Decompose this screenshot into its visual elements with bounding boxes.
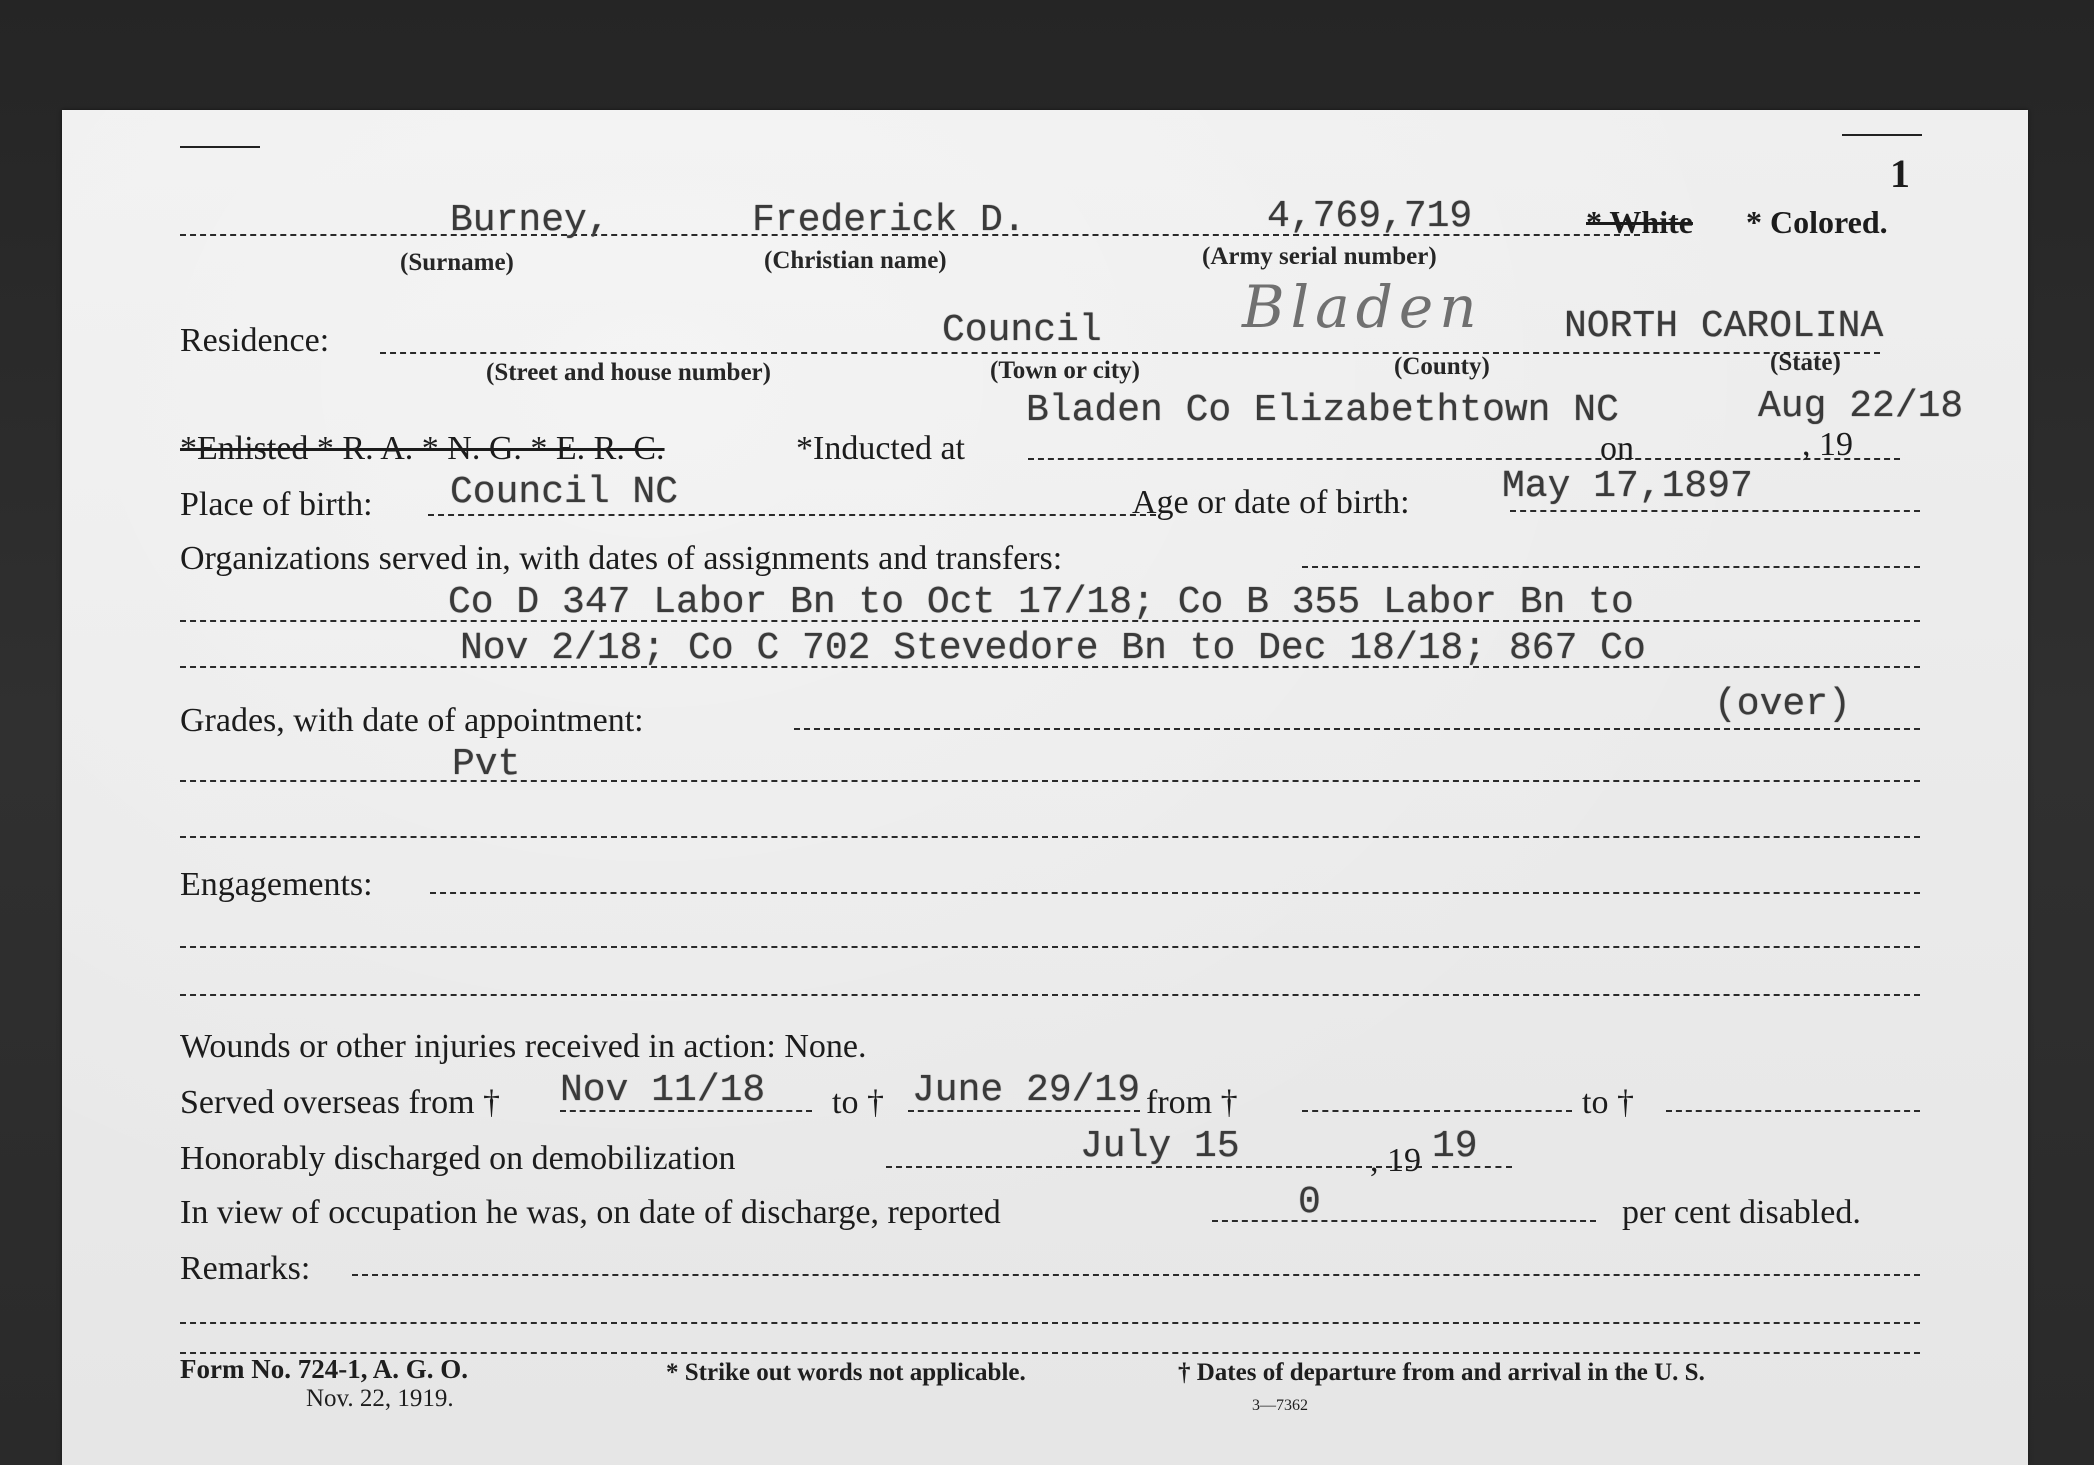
- age-line: [1510, 510, 1920, 512]
- organizations-value-1: Co D 347 Labor Bn to Oct 17/18; Co B 355 Labor Bn to: [448, 581, 1634, 624]
- year-prefix: , 19: [1802, 426, 1853, 463]
- over-note: (over): [1714, 683, 1851, 726]
- strike-note: * Strike out words not applicable.: [666, 1359, 1026, 1386]
- dates-note: † Dates of departure from and arrival in the U. S.: [1178, 1359, 1705, 1386]
- service-record-card: [62, 110, 2028, 1465]
- wounds-label: Wounds or other injuries received in action: None.: [180, 1028, 867, 1065]
- birthplace-value: Council NC: [450, 471, 679, 514]
- overseas-to-label-2: to †: [1582, 1084, 1634, 1121]
- overseas-from-label-2: from †: [1146, 1084, 1238, 1121]
- overseas-from-line-2: [1302, 1110, 1572, 1112]
- street-caption: (Street and house number): [486, 359, 771, 386]
- enlisted-options: [180, 432, 665, 466]
- organizations-line-0: [1302, 566, 1920, 568]
- enlisted-strike: *Enlisted * R. A. * N. G. * E. R. C.: [180, 430, 665, 467]
- print-code: 3—7362: [1252, 1397, 1308, 1414]
- top-right-rule: [1842, 134, 1922, 136]
- disability-value: 0: [1298, 1181, 1321, 1224]
- discharge-label: Honorably discharged on demobilization: [180, 1140, 736, 1177]
- birth-date-value: May 17,1897: [1502, 465, 1753, 508]
- county-caption: (County): [1394, 353, 1490, 380]
- grades-label: Grades, with date of appointment:: [180, 702, 644, 739]
- disability-line: [1212, 1220, 1596, 1222]
- birthplace-label: Place of birth:: [180, 486, 373, 523]
- overseas-to-value: June 29/19: [912, 1069, 1141, 1112]
- occupation-label: In view of occupation he was, on date of discharge, reported: [180, 1194, 1001, 1231]
- organizations-line-1: [180, 620, 1920, 622]
- overseas-from-value: Nov 11/18: [560, 1069, 766, 1112]
- grades-line-2: [180, 836, 1920, 838]
- organizations-value-2: Nov 2/18; Co C 702 Stevedore Bn to Dec 18/18; 867 Co: [460, 627, 1646, 670]
- town-value: Council: [942, 309, 1102, 352]
- discharge-year-prefix: , 19: [1370, 1142, 1421, 1179]
- on-label: on: [1600, 430, 1634, 467]
- state-value: NORTH CAROLINA: [1564, 305, 1884, 348]
- county-handwritten: Bladen: [1242, 273, 1483, 341]
- engagements-line-1: [180, 946, 1920, 948]
- town-caption: (Town or city): [990, 357, 1140, 384]
- top-left-rule: [180, 146, 260, 148]
- discharge-date-value: July 15: [1080, 1125, 1240, 1168]
- organizations-label: Organizations served in, with dates of assignments and transfers:: [180, 540, 1063, 577]
- overseas-label: Served overseas from †: [180, 1084, 501, 1121]
- grades-line-1: [180, 780, 1920, 782]
- serial-number-value: 4,769,719: [1267, 195, 1473, 238]
- grade-value: Pvt: [452, 743, 521, 786]
- white-option: * White: [1586, 204, 1693, 240]
- remarks-line-1: [180, 1322, 1920, 1324]
- christian-name-value: Frederick D.: [752, 199, 1026, 242]
- grades-line-0: [794, 728, 1920, 730]
- organizations-line-2: [180, 666, 1920, 668]
- disabled-label: per cent disabled.: [1622, 1194, 1861, 1231]
- overseas-to-label: to †: [832, 1084, 884, 1121]
- card-number: 1: [1890, 151, 1910, 196]
- engagements-line-2: [180, 994, 1920, 996]
- christian-caption: (Christian name): [764, 247, 947, 274]
- remarks-label: Remarks:: [180, 1250, 311, 1287]
- form-date: Nov. 22, 1919.: [306, 1385, 454, 1412]
- inducted-line: [1028, 458, 1900, 460]
- age-label: Age or date of birth:: [1132, 484, 1410, 521]
- form-number: Form No. 724-1, A. G. O.: [180, 1354, 468, 1384]
- engagements-line-0: [430, 892, 1920, 894]
- inducted-date-value: Aug 22/18: [1758, 385, 1964, 428]
- discharge-year-value: 19: [1432, 1125, 1478, 1168]
- inducted-label: *Inducted at: [796, 430, 965, 467]
- overseas-to-line-2: [1666, 1110, 1920, 1112]
- surname-caption: (Surname): [400, 249, 514, 276]
- remarks-line-0: [352, 1274, 1920, 1276]
- discharge-year-line: [1432, 1166, 1512, 1168]
- serial-caption: (Army serial number): [1202, 243, 1437, 270]
- engagements-label: Engagements:: [180, 866, 373, 903]
- surname-value: Burney,: [450, 199, 610, 242]
- state-caption: (State): [1770, 349, 1841, 376]
- residence-label: Residence:: [180, 322, 330, 359]
- birthplace-line: [428, 514, 1156, 516]
- colored-option: * Colored.: [1746, 204, 1888, 240]
- inducted-place-value: Bladen Co Elizabethtown NC: [1026, 389, 1619, 432]
- residence-line: [380, 352, 1880, 354]
